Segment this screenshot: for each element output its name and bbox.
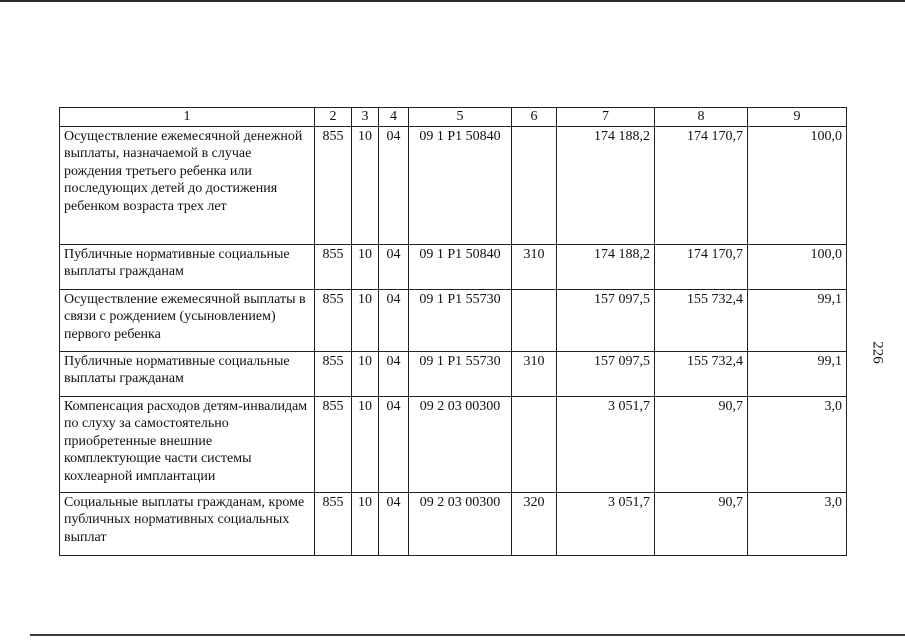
expense-name: Компенсация расходов детям-инвалидам по слуху за самостоятельно приобретенные внешние комплектующие части системы кохлеарной имплантации: [60, 396, 315, 492]
execution-percent: 3,0: [748, 492, 847, 555]
expense-name: Социальные выплаты гражданам, кроме публичных нормативных социальных выплат: [60, 492, 315, 555]
section-code: 10: [352, 492, 379, 555]
expense-name: Публичные нормативные социальные выплаты гражданам: [60, 244, 315, 289]
section-code: 10: [352, 351, 379, 396]
column-header: 4: [379, 108, 409, 127]
section-code: 10: [352, 126, 379, 244]
column-header: 9: [748, 108, 847, 127]
scan-edge-top: [0, 0, 905, 2]
planned-amount: 157 097,5: [557, 289, 655, 351]
expense-type-code: [512, 126, 557, 244]
planned-amount: 157 097,5: [557, 351, 655, 396]
planned-amount: 3 051,7: [557, 396, 655, 492]
table-row: [60, 244, 847, 289]
header-row: [60, 108, 847, 127]
subsection-code: 04: [379, 244, 409, 289]
column-header: 3: [352, 108, 379, 127]
column-header: 1: [60, 108, 315, 127]
section-code: 10: [352, 396, 379, 492]
executed-amount: 155 732,4: [655, 351, 748, 396]
planned-amount: 174 188,2: [557, 244, 655, 289]
budget-table: [59, 107, 847, 556]
table-row: [60, 492, 847, 555]
ministry-code: 855: [315, 351, 352, 396]
table-row: [60, 396, 847, 492]
section-code: 10: [352, 289, 379, 351]
target-article-code: 09 2 03 00300: [409, 396, 512, 492]
execution-percent: 99,1: [748, 289, 847, 351]
page-number: 226: [869, 341, 886, 364]
expense-type-code: [512, 289, 557, 351]
execution-percent: 100,0: [748, 126, 847, 244]
target-article-code: 09 1 P1 50840: [409, 126, 512, 244]
subsection-code: 04: [379, 126, 409, 244]
table-row: [60, 126, 847, 244]
table-row: [60, 351, 847, 396]
expense-type-code: 310: [512, 351, 557, 396]
expense-name: Публичные нормативные социальные выплаты гражданам: [60, 351, 315, 396]
executed-amount: 155 732,4: [655, 289, 748, 351]
executed-amount: 174 170,7: [655, 244, 748, 289]
expense-type-code: [512, 396, 557, 492]
ministry-code: 855: [315, 396, 352, 492]
expense-name: Осуществление ежемесячной выплаты в связи с рождением (усыновлением) первого ребенка: [60, 289, 315, 351]
column-header: 8: [655, 108, 748, 127]
subsection-code: 04: [379, 351, 409, 396]
target-article-code: 09 1 P1 55730: [409, 289, 512, 351]
executed-amount: 174 170,7: [655, 126, 748, 244]
target-article-code: 09 2 03 00300: [409, 492, 512, 555]
expense-type-code: 310: [512, 244, 557, 289]
column-header: 2: [315, 108, 352, 127]
ministry-code: 855: [315, 492, 352, 555]
scan-edge-bottom: [30, 634, 905, 636]
target-article-code: 09 1 P1 50840: [409, 244, 512, 289]
column-header: 6: [512, 108, 557, 127]
ministry-code: 855: [315, 289, 352, 351]
executed-amount: 90,7: [655, 396, 748, 492]
subsection-code: 04: [379, 289, 409, 351]
executed-amount: 90,7: [655, 492, 748, 555]
execution-percent: 99,1: [748, 351, 847, 396]
execution-percent: 3,0: [748, 396, 847, 492]
expense-name: Осуществление ежемесячной денежной выплаты, назначаемой в случае рождения третьего ребенка или последующих детей до достижения ребенком возраста трех лет: [60, 126, 315, 244]
planned-amount: 3 051,7: [557, 492, 655, 555]
table-row: [60, 289, 847, 351]
planned-amount: 174 188,2: [557, 126, 655, 244]
ministry-code: 855: [315, 244, 352, 289]
expense-type-code: 320: [512, 492, 557, 555]
ministry-code: 855: [315, 126, 352, 244]
section-code: 10: [352, 244, 379, 289]
subsection-code: 04: [379, 492, 409, 555]
subsection-code: 04: [379, 396, 409, 492]
column-header: 5: [409, 108, 512, 127]
execution-percent: 100,0: [748, 244, 847, 289]
column-header: 7: [557, 108, 655, 127]
target-article-code: 09 1 P1 55730: [409, 351, 512, 396]
